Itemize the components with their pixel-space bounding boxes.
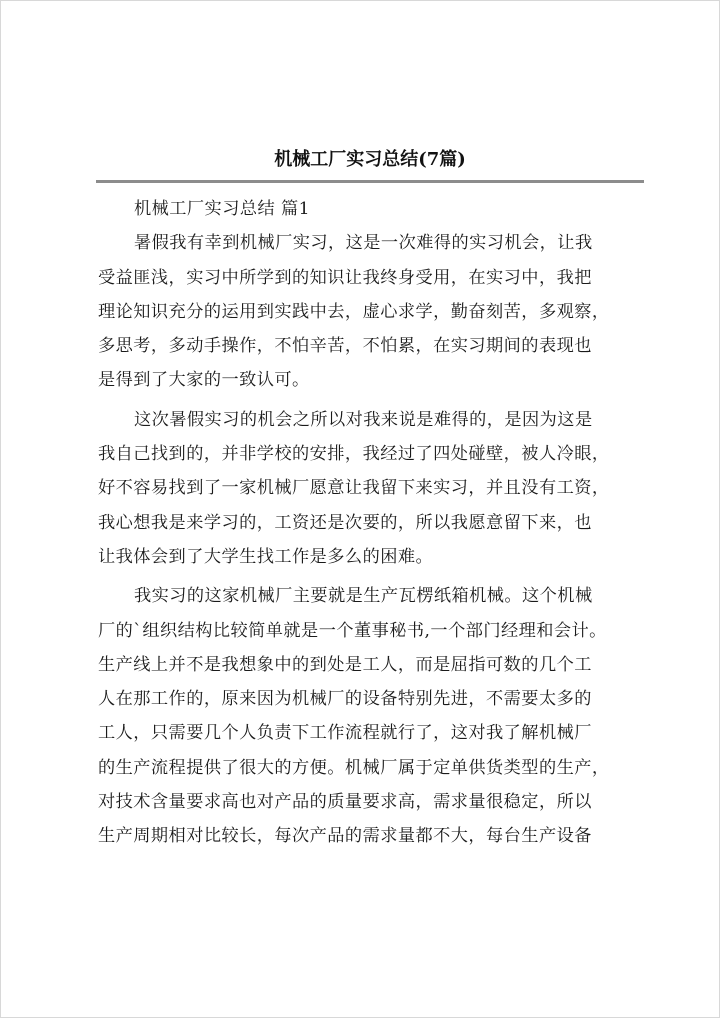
- paragraph-line: 厂的`组织结构比较简单就是一个董事秘书,一个部门经理和会计。: [98, 620, 607, 641]
- paragraph-line: 的生产流程提供了很大的方便。机械厂属于定单供货类型的生产，: [98, 757, 610, 778]
- paragraph-line: 理论知识充分的运用到实践中去，虚心求学，勤奋刻苦，多观察，: [98, 301, 610, 322]
- section-heading: 机械工厂实习总结 篇1: [134, 199, 311, 219]
- paragraph-line: 工人，只需要几个人负责下工作流程就行了，这对我了解机械厂: [98, 723, 592, 744]
- paragraph-line: 多思考，多动手操作，不怕辛苦，不怕累，在实习期间的表现也: [98, 336, 592, 357]
- paragraph-line: 让我体会到了大学生找工作是多么的困难。: [98, 546, 434, 567]
- paragraph-line: 生产线上并不是我想象中的到处是工人，而是屈指可数的几个工: [98, 654, 592, 675]
- paragraph-line: 我实习的这家机械厂主要就是生产瓦楞纸箱机械。这个机械: [134, 586, 593, 607]
- paragraph-line: 好不容易找到了一家机械厂愿意让我留下来实习，并且没有工资，: [98, 478, 610, 499]
- paragraph-line: 暑假我有幸到机械厂实习，这是一次难得的实习机会，让我: [134, 233, 593, 254]
- title-divider: [96, 180, 644, 183]
- paragraph-line: 人在那工作的，原来因为机械厂的设备特别先进，不需要太多的: [98, 689, 592, 710]
- paragraph: [98, 226, 643, 397]
- paragraph: [98, 579, 643, 853]
- paragraph-line: 对技术含量要求高也对产品的质量要求高，需求量很稳定，所以: [98, 792, 592, 813]
- page-title: 机械工厂实习总结(7篇): [274, 149, 466, 170]
- document-body: [98, 192, 643, 854]
- paragraph-line: 我自己找到的，并非学校的安排，我经过了四处碰壁，被人冷眼，: [98, 444, 610, 465]
- paragraph: [98, 403, 643, 574]
- paragraph-line: 我心想我是来学习的，工资还是次要的，所以我愿意留下来，也: [98, 512, 592, 533]
- paragraph-line: 这次暑假实习的机会之所以对我来说是难得的，是因为这是: [134, 409, 593, 430]
- paragraph-line: 受益匪浅，实习中所学到的知识让我终身受用，在实习中，我把: [98, 267, 592, 288]
- paragraph-line: 是得到了大家的一致认可。: [98, 370, 310, 391]
- paragraph-line: 生产周期相对比较长，每次产品的需求量都不大，每台生产设备: [98, 826, 592, 847]
